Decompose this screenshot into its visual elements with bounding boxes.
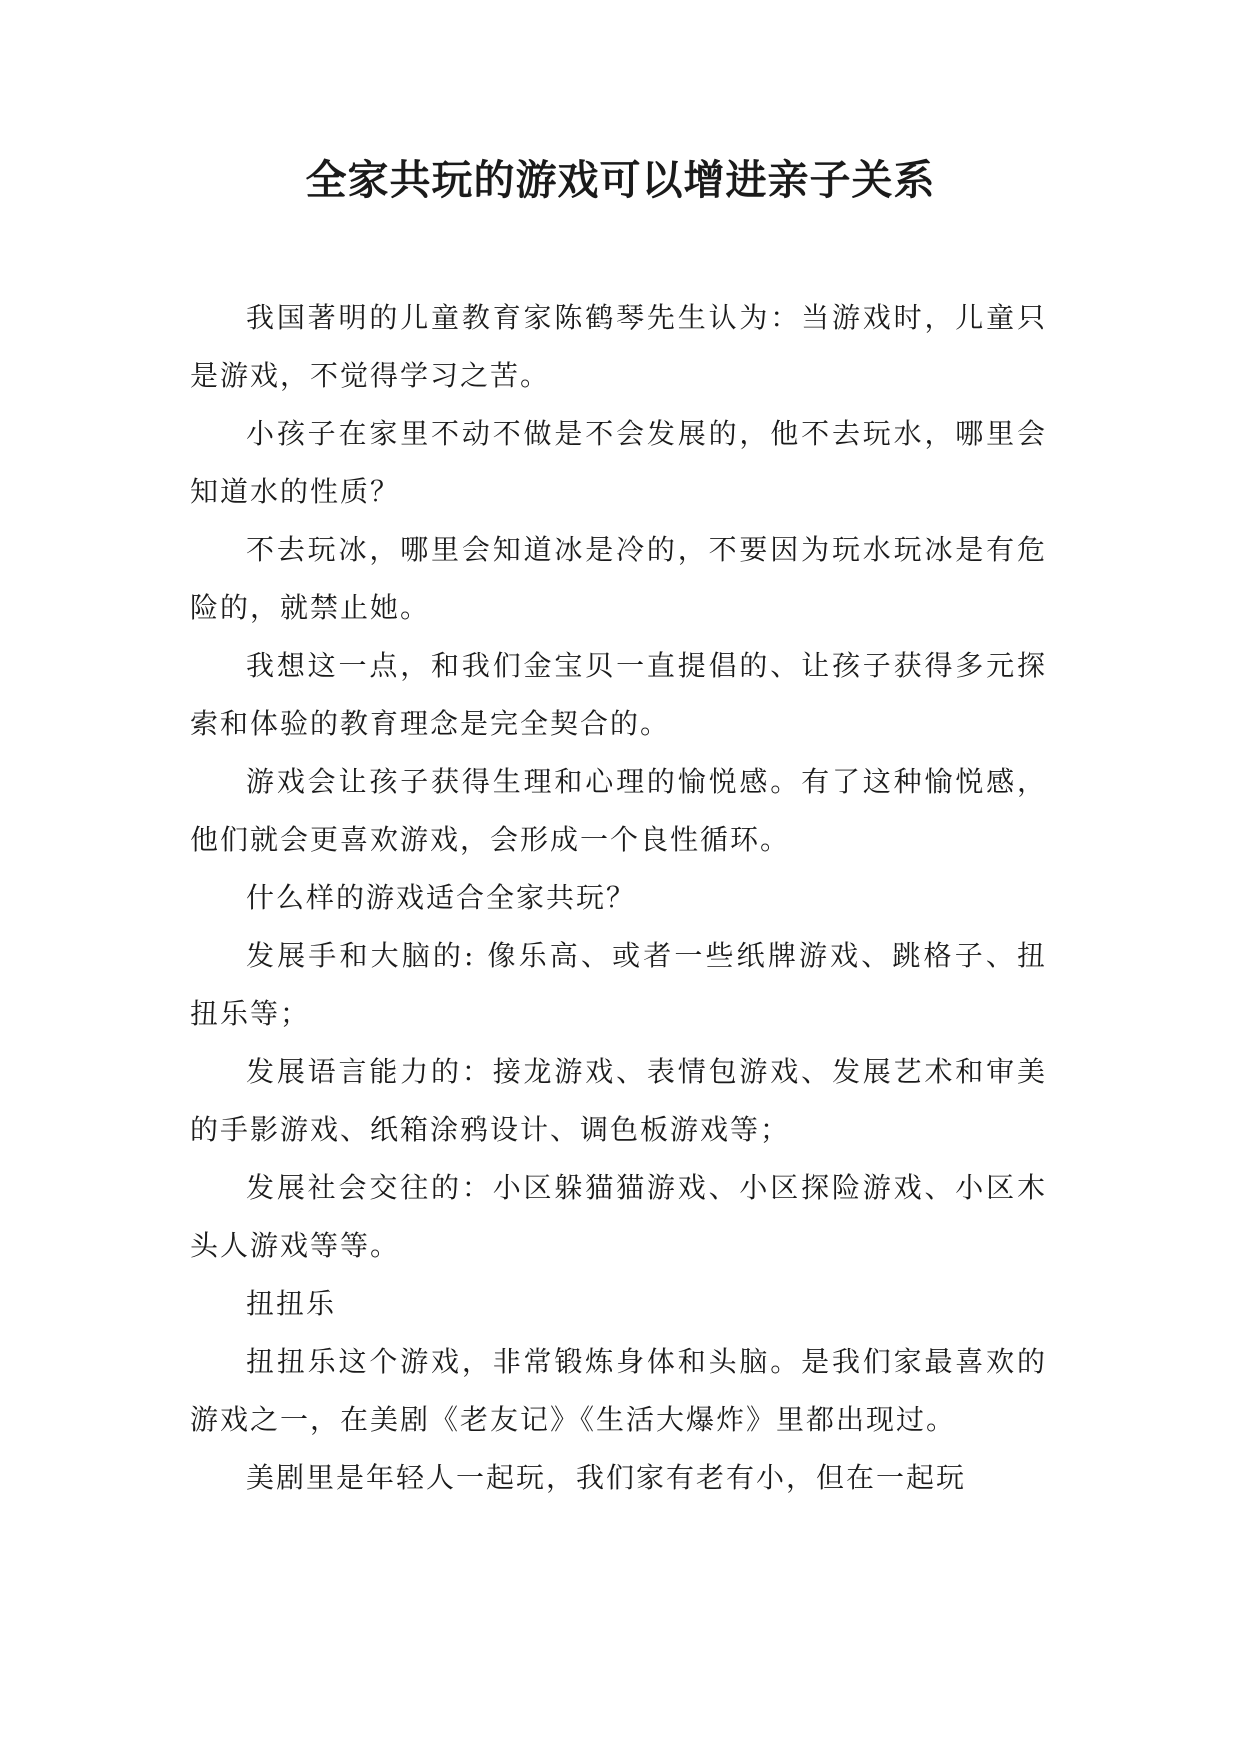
- paragraph-7: 发展手和大脑的: 像乐高、或者一些纸牌游戏、跳格子、扭扭乐等；: [190, 939, 1047, 1030]
- paragraph-3: 不去玩冰，哪里会知道冰是冷的，不要因为玩水玩冰是有危险的，就禁止她。: [190, 533, 1047, 624]
- paragraph-4: 我想这一点，和我们金宝贝一直提倡的、让孩子获得多元探索和体验的教育理念是完全契合的。: [190, 649, 1047, 740]
- paragraph-1: 我国著明的儿童教育家陈鹤琴先生认为：当游戏时，儿童只是游戏，不觉得学习之苦。: [190, 301, 1047, 392]
- section-heading-niuniule: 扭扭乐: [246, 1287, 337, 1320]
- page-title: 全家共玩的游戏可以增进亲子关系: [305, 156, 936, 204]
- paragraph-8: 发展语言能力的：接龙游戏、表情包游戏、发展艺术和审美的手影游戏、纸箱涂鸦设计、调色板游戏等；: [190, 1055, 1047, 1146]
- paragraph-11: 扭扭乐这个游戏，非常锻炼身体和头脑。是我们家最喜欢的游戏之一，在美剧《老友记》《生活大爆炸》里都出现过。: [190, 1345, 1047, 1436]
- paragraph-9: 发展社会交往的：小区躲猫猫游戏、小区探险游戏、小区木头人游戏等等。: [190, 1171, 1047, 1262]
- paragraph-2: 小孩子在家里不动不做是不会发展的，他不去玩水，哪里会知道水的性质？: [190, 417, 1047, 508]
- paragraph-12: 美剧里是年轻人一起玩，我们家有老有小，但在一起玩: [246, 1461, 967, 1494]
- paragraph-6: 什么样的游戏适合全家共玩？: [246, 881, 637, 914]
- document-body: [190, 289, 1047, 1507]
- paragraph-5: 游戏会让孩子获得生理和心理的愉悦感。有了这种愉悦感，他们就会更喜欢游戏，会形成一个良性循环。: [190, 765, 1047, 856]
